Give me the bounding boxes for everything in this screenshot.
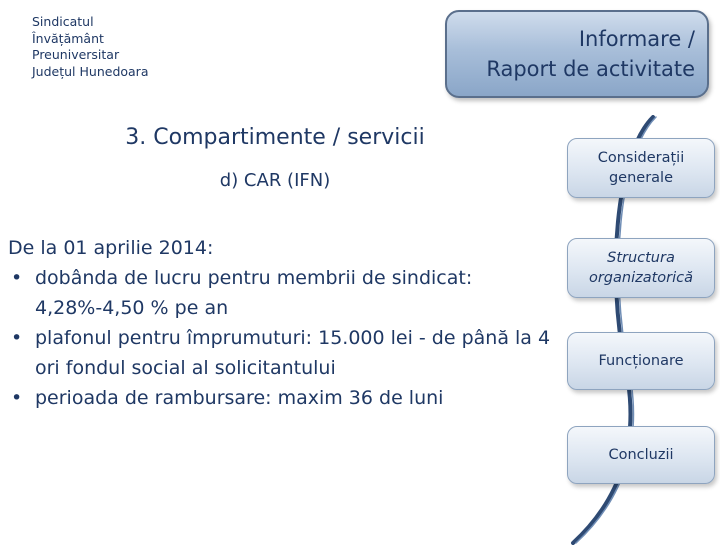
organization-line-4: Județul Hunedoara	[32, 63, 149, 79]
content-body	[8, 233, 558, 413]
bullet-text: dobânda de lucru pentru membrii de sindicat: 4,28%-4,50 % pe an	[35, 267, 473, 319]
nav-item-label: generale	[608, 170, 674, 186]
list-item	[8, 383, 558, 413]
nav-item-label: organizatorică	[588, 270, 694, 286]
bullet-icon: •	[11, 387, 23, 409]
organization-line-3: Preuniversitar	[32, 47, 120, 62]
report-title-line-1: Informare /	[578, 27, 695, 51]
nav-item-label: Concluzii	[608, 447, 674, 463]
list-item	[8, 323, 558, 383]
nav-item-concluzii[interactable]	[567, 426, 715, 484]
list-item	[8, 263, 558, 323]
report-title-line-2: Raport de activitate	[486, 57, 695, 81]
nav-item-functionare[interactable]	[567, 332, 715, 390]
nav-item-label: Considerații	[597, 150, 685, 166]
bullet-text: plafonul pentru împrumuturi: 15.000 lei - de până la 4 ori fondul social al solicitantului	[35, 327, 551, 379]
section-subheading: d) CAR (IFN)	[219, 170, 331, 191]
nav-item-consideratii-generale[interactable]	[567, 138, 715, 198]
bullet-icon: •	[11, 267, 23, 289]
organization-line-2: Învățământ	[32, 30, 104, 46]
bullet-text: perioada de rambursare: maxim 36 de luni	[35, 387, 444, 409]
report-title-box	[445, 10, 709, 98]
section-heading: 3. Compartimente / servicii	[125, 125, 425, 150]
content-intro: De la 01 aprilie 2014:	[8, 237, 214, 259]
organization-name	[32, 14, 148, 80]
nav-item-structura-organizatorica[interactable]	[567, 238, 715, 298]
nav-item-label: Structura	[607, 250, 675, 266]
bullet-icon: •	[11, 327, 23, 349]
nav-item-label: Funcționare	[598, 353, 684, 369]
bullet-list	[8, 263, 558, 413]
organization-line-1: Sindicatul	[32, 14, 94, 29]
